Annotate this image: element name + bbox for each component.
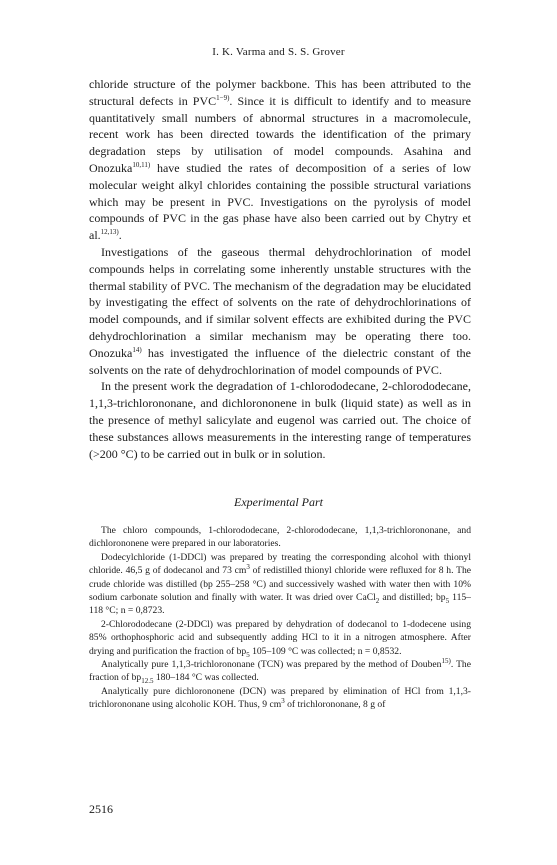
paragraph-intro — [89, 76, 471, 244]
text-run: 2-Chlorododecane (2-DDCl) was prepared by dehydration of dodecanol to 1-dodecene using 85% orthophosphoric acid and subsequently adding HCl to it in a nitrogen atmosphere. After drying and purification the fraction of bp — [89, 618, 471, 657]
text-run: Analytically pure 1,1,3-trichlorononane (TCN) was prepared by the method of Douben — [101, 659, 442, 671]
paragraph-dcn — [89, 685, 471, 712]
superscript: 3 — [281, 697, 285, 706]
text-run: has investigated the influence of the dielectric constant of the solvents on the rate of dehydrochlorination of model compounds of PVC. — [89, 345, 471, 377]
subscript: 5 — [246, 650, 250, 659]
citation-ref: 1−9) — [216, 93, 230, 102]
running-head: I. K. Varma and S. S. Grover — [212, 46, 345, 58]
text-run: chloride structure of the polymer backbone. This has been attributed to the structural defects in PVC — [89, 77, 471, 108]
text-run: of trichlorononane, 8 g of — [284, 699, 386, 711]
text-run: . Since it is difficult to identify and to measure quantitatively small numbers of abnormal structures in a macromolecule, recent work has been directed towards the identification of the primary degradation steps by utilisation of model compounds. Asahina and Onozuka — [89, 93, 471, 175]
text-run: 180–184 °C was collected. — [153, 672, 259, 684]
page-number: 2516 — [89, 802, 113, 816]
text-run: of redistilled thionyl chloride were refluxed for 8 h. The crude chloride was distilled (bp 255–258 °C) and successively washed with water then with 10% sodium carbonate solution and finally with water. It was dried over CaCl — [89, 565, 471, 604]
citation-ref: 15) — [441, 656, 451, 665]
paragraph-compounds: The chloro compounds, 1-chlorododecane, 2-chlorododecane, 1,1,3-trichlorononane, and dichlorononene were prepared in our laboratories. — [89, 525, 471, 550]
citation-ref: 12,13) — [100, 228, 119, 237]
paragraph-1-ddcl — [89, 551, 471, 618]
experimental-text — [89, 524, 471, 712]
paragraph-present-work: In the present work the degradation of 1-chlorododecane, 2-chlorododecane, 1,1,3-trichlorononane, and dichlorononene in bulk (liquid state) as well as in the presence of methyl salicylate and eugenol was carried out. The choice of these substances allows measurements in the interesting range of temperatures (>200 °C) to be carried out in bulk or in solution. — [89, 379, 471, 461]
text-run: . — [118, 228, 122, 243]
text-run: 105–109 °C was collected; n = 0,8532. — [249, 645, 402, 657]
citation-ref: 14) — [132, 345, 142, 354]
text-run: . The fraction of bp — [89, 659, 471, 684]
paragraph-mechanism — [89, 244, 471, 378]
paragraph-2-ddcl — [89, 618, 471, 658]
superscript: 3 — [246, 563, 250, 572]
paragraph-tcn — [89, 658, 471, 685]
text-run: Investigations of the gaseous thermal dehydrochlorination of model compounds helps in correlating some inherently unstable structures with the thermal stability of PVC. The mechanism of the degradation may be elucidated by investigating the effect of solvents on the rate of dehydrochlorinations of model compounds, and if similar solvent effects are exhibited during the PVC dehydrochlorination a similar mechanism may be operating there too. Onozuka — [89, 244, 471, 360]
text-run: have studied the rates of decomposition of a series of low molecular weight alkyl chlorides containing the possible structural variations which may be present in PVC. Investigations on the pyrolysis of model compounds of PVC in the gas phase have also been carried out by Chytry et al. — [89, 160, 471, 243]
section-heading: Experimental Part — [234, 495, 323, 509]
subscript: 5 — [445, 596, 450, 605]
text-run: Analytically pure dichlorononene (DCN) was prepared by elimination of HCl from 1,1,3-trichlorononane using alcoholic KOH. Thus, 9 cm — [89, 685, 471, 711]
text-run: 115–118 °C; n = 0,8723. — [89, 592, 471, 617]
body-text — [89, 76, 471, 462]
text-run: and distilled; bp — [379, 592, 446, 604]
subscript: 12.5 — [141, 677, 154, 686]
text-run: Dodecylchloride (1-DDCl) was prepared by treating the corresponding alcohol with thionyl chloride. 46,5 g of dodecanol and 73 cm — [89, 551, 471, 577]
citation-ref: 10,11) — [132, 160, 151, 169]
subscript: 2 — [375, 596, 380, 605]
